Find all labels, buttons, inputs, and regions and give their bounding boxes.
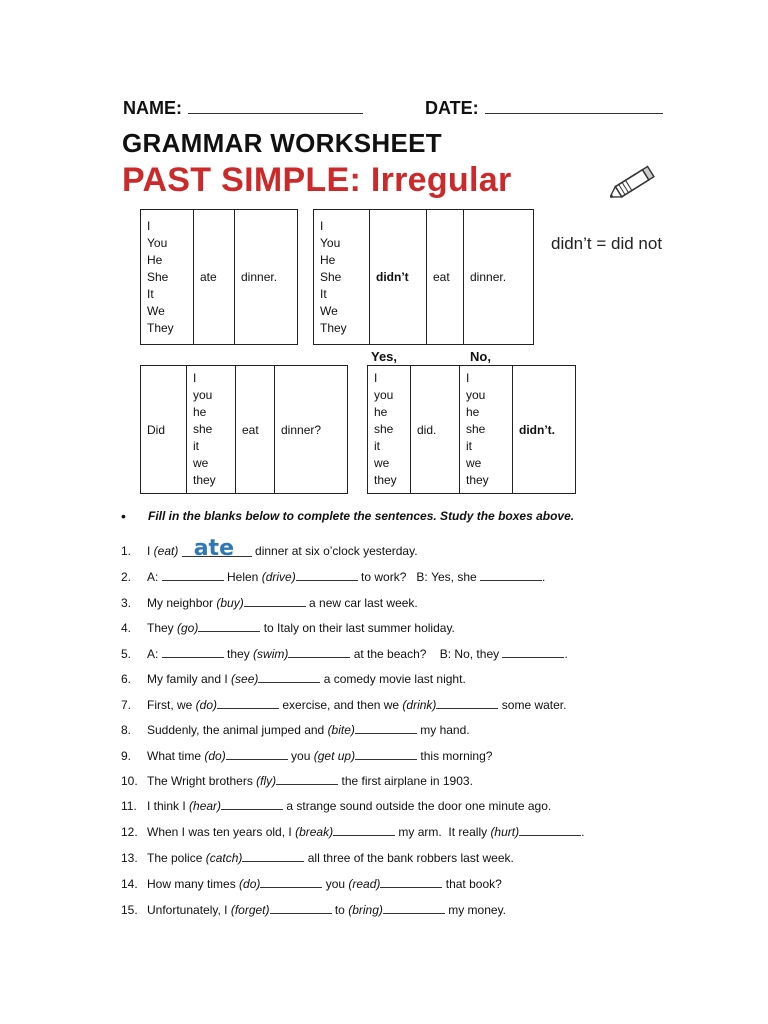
yes-aux-cell: did. bbox=[411, 366, 460, 494]
sentence-text: a new car last week. bbox=[305, 596, 418, 610]
sentence-text: A: bbox=[147, 647, 162, 661]
verb-cell: eat bbox=[236, 366, 275, 494]
didnt-note: didn’t = did not bbox=[551, 234, 663, 253]
answer-blank[interactable] bbox=[270, 902, 332, 914]
verb-hint: (bring) bbox=[348, 903, 383, 917]
exercise-number: 14. bbox=[121, 877, 138, 891]
name-label: NAME: bbox=[123, 98, 182, 118]
bullet-icon: • bbox=[121, 508, 126, 524]
main-title: PAST SIMPLE: Irregular bbox=[122, 161, 512, 199]
sentence-text: my money. bbox=[444, 903, 507, 917]
exercise-number: 7. bbox=[121, 698, 132, 712]
exercise-item bbox=[121, 798, 551, 813]
yes-pronoun-cell: I you he she it we they bbox=[368, 366, 411, 494]
exercise-number: 10. bbox=[121, 774, 138, 788]
exercise-number: 9. bbox=[121, 749, 132, 763]
sentence-text: some water. bbox=[498, 698, 567, 712]
sentence-text: Unfortunately, I bbox=[147, 903, 231, 917]
exercise-item bbox=[121, 536, 418, 561]
verb-hint: (fly) bbox=[256, 774, 277, 788]
verb-cell: ate bbox=[194, 210, 235, 345]
verb-hint: (break) bbox=[295, 825, 334, 839]
worksheet-title: GRAMMAR WORKSHEET bbox=[122, 128, 442, 158]
answer-blank[interactable] bbox=[383, 902, 445, 914]
answer-blank[interactable] bbox=[217, 697, 279, 709]
sentence-text: you bbox=[287, 749, 314, 763]
verb-hint: (drive) bbox=[261, 570, 296, 584]
affirmative-table bbox=[140, 209, 298, 345]
negative-table bbox=[313, 209, 534, 345]
answer-blank[interactable] bbox=[162, 569, 224, 581]
instruction-text: Fill in the blanks below to complete the sentences. Study the boxes above. bbox=[148, 509, 575, 523]
sentence-text: The police bbox=[147, 851, 206, 865]
answer-blank[interactable] bbox=[244, 595, 306, 607]
sentence-text: The Wright brothers bbox=[147, 774, 257, 788]
sentence-text: Helen bbox=[223, 570, 262, 584]
verb-hint: (drink) bbox=[402, 698, 437, 712]
sentence-text: First, we bbox=[147, 698, 196, 712]
answer-blank[interactable] bbox=[226, 748, 288, 760]
exercise-item bbox=[121, 722, 470, 737]
verb-hint: (buy) bbox=[216, 596, 244, 610]
answer-blank[interactable] bbox=[198, 620, 260, 632]
exercise-number: 12. bbox=[121, 825, 138, 839]
answer-blank[interactable] bbox=[355, 722, 417, 734]
sentence-text: . bbox=[542, 570, 546, 584]
verb-hint: (see) bbox=[231, 672, 259, 686]
verb-hint: (catch) bbox=[205, 851, 243, 865]
answer-blank[interactable] bbox=[355, 748, 417, 760]
verb-hint: (hear) bbox=[189, 799, 222, 813]
verb-hint: (swim) bbox=[253, 647, 289, 661]
pronoun-cell: I you he she it we they bbox=[187, 366, 236, 494]
verb-hint: (eat) bbox=[153, 544, 179, 558]
exercise-number: 6. bbox=[121, 672, 132, 686]
sentence-text: they bbox=[223, 647, 254, 661]
object-cell: dinner. bbox=[464, 210, 534, 345]
sentence-text: B: Yes, she bbox=[416, 570, 481, 584]
verb-hint: (hurt) bbox=[490, 825, 520, 839]
object-cell: dinner. bbox=[235, 210, 298, 345]
exercise-item bbox=[121, 824, 584, 839]
sentence-text: My neighbor bbox=[147, 596, 217, 610]
yes-label: Yes, bbox=[371, 349, 398, 364]
answer-blank[interactable] bbox=[519, 824, 581, 836]
sentence-text: How many times bbox=[147, 877, 240, 891]
name-field[interactable] bbox=[123, 98, 363, 119]
exercise-item bbox=[121, 569, 545, 584]
sentence-text: a comedy movie last night. bbox=[320, 672, 466, 686]
filled-answer[interactable]: ate bbox=[182, 542, 252, 557]
answer-blank[interactable] bbox=[242, 850, 304, 862]
sentence-text: all three of the bank robbers last week. bbox=[304, 851, 514, 865]
exercise-item bbox=[121, 697, 566, 712]
pronoun-cell: I You He She It We They bbox=[314, 210, 370, 345]
object-cell: dinner? bbox=[275, 366, 348, 494]
answer-blank[interactable] bbox=[296, 569, 358, 581]
sentence-text: dinner at six o’clock yesterday. bbox=[251, 544, 418, 558]
answer-blank[interactable] bbox=[162, 646, 224, 658]
sentence-text: They bbox=[147, 621, 178, 635]
sentence-text: my arm. It really bbox=[395, 825, 491, 839]
exercise-item bbox=[121, 620, 455, 635]
verb-hint: (bite) bbox=[327, 723, 355, 737]
exercise-item bbox=[121, 748, 492, 763]
sentence-text: When I was ten years old, I bbox=[147, 825, 296, 839]
verb-hint: (get up) bbox=[313, 749, 356, 763]
exercise-number: 5. bbox=[121, 647, 132, 661]
no-aux-cell: didn’t. bbox=[513, 366, 576, 494]
exercise-item bbox=[121, 646, 568, 661]
sentence-text: to Italy on their last summer holiday. bbox=[260, 621, 455, 635]
verb-hint: (go) bbox=[177, 621, 199, 635]
answer-blank[interactable] bbox=[436, 697, 498, 709]
answer-blank[interactable] bbox=[380, 876, 442, 888]
sentence-text: you bbox=[322, 877, 349, 891]
verb-hint: (read) bbox=[348, 877, 381, 891]
answer-blank[interactable] bbox=[260, 876, 322, 888]
answer-blank[interactable] bbox=[333, 824, 395, 836]
question-table bbox=[140, 365, 348, 494]
sentence-text: . bbox=[581, 825, 585, 839]
answer-blank[interactable] bbox=[221, 798, 283, 810]
no-label: No, bbox=[470, 349, 491, 364]
sentence-text: I bbox=[147, 544, 154, 558]
sentence-text: exercise, and then we bbox=[279, 698, 403, 712]
verb-hint: (do) bbox=[204, 749, 226, 763]
answer-blank[interactable] bbox=[480, 569, 542, 581]
sentence-text: my hand. bbox=[416, 723, 470, 737]
verb-hint: (forget) bbox=[230, 903, 270, 917]
exercise-number: 4. bbox=[121, 621, 132, 635]
verb-hint: (do) bbox=[239, 877, 261, 891]
sentence-text: at the beach? B: No, they bbox=[350, 647, 503, 661]
answer-blank[interactable] bbox=[258, 671, 320, 683]
exercise-item bbox=[121, 876, 502, 891]
exercise-number: 2. bbox=[121, 570, 132, 584]
exercise-number: 8. bbox=[121, 723, 132, 737]
date-blank[interactable] bbox=[485, 98, 663, 114]
exercise-item bbox=[121, 595, 418, 610]
exercise-item bbox=[121, 671, 466, 686]
pronoun-cell: I You He She It We They bbox=[141, 210, 194, 345]
exercise-item bbox=[121, 850, 514, 865]
exercise-number: 1. bbox=[121, 544, 132, 558]
name-blank[interactable] bbox=[188, 98, 363, 114]
sentence-text: Suddenly, the animal jumped and bbox=[147, 723, 328, 737]
pencil-icon bbox=[610, 160, 662, 204]
date-label: DATE: bbox=[425, 98, 479, 118]
sentence-text: What time bbox=[147, 749, 205, 763]
exercise-item bbox=[121, 773, 473, 788]
sentence-text: I think I bbox=[147, 799, 190, 813]
sentence-text: a strange sound outside the door one minute ago. bbox=[283, 799, 552, 813]
aux-cell: Did bbox=[141, 366, 187, 494]
exercise-item bbox=[121, 902, 506, 917]
sentence-text: . bbox=[564, 647, 568, 661]
answer-blank[interactable] bbox=[276, 773, 338, 785]
aux-cell: didn’t bbox=[370, 210, 427, 345]
answer-blank[interactable] bbox=[502, 646, 564, 658]
date-field[interactable] bbox=[425, 98, 663, 119]
sentence-text: that book? bbox=[442, 877, 502, 891]
sentence-text: this morning? bbox=[417, 749, 493, 763]
verb-hint: (do) bbox=[195, 698, 218, 712]
no-pronoun-cell: I you he she it we they bbox=[460, 366, 513, 494]
sentence-text: to work? bbox=[357, 570, 417, 584]
exercise-number: 13. bbox=[121, 851, 138, 865]
sentence-text: to bbox=[331, 903, 349, 917]
verb-cell: eat bbox=[427, 210, 464, 345]
exercise-number: 3. bbox=[121, 596, 132, 610]
sentence-text: My family and I bbox=[147, 672, 232, 686]
exercise-number: 15. bbox=[121, 903, 138, 917]
sentence-text: A: bbox=[147, 570, 162, 584]
exercise-number: 11. bbox=[121, 799, 137, 813]
sentence-text: the first airplane in 1903. bbox=[338, 774, 473, 788]
short-answer-table bbox=[367, 365, 576, 494]
answer-blank[interactable] bbox=[288, 646, 350, 658]
